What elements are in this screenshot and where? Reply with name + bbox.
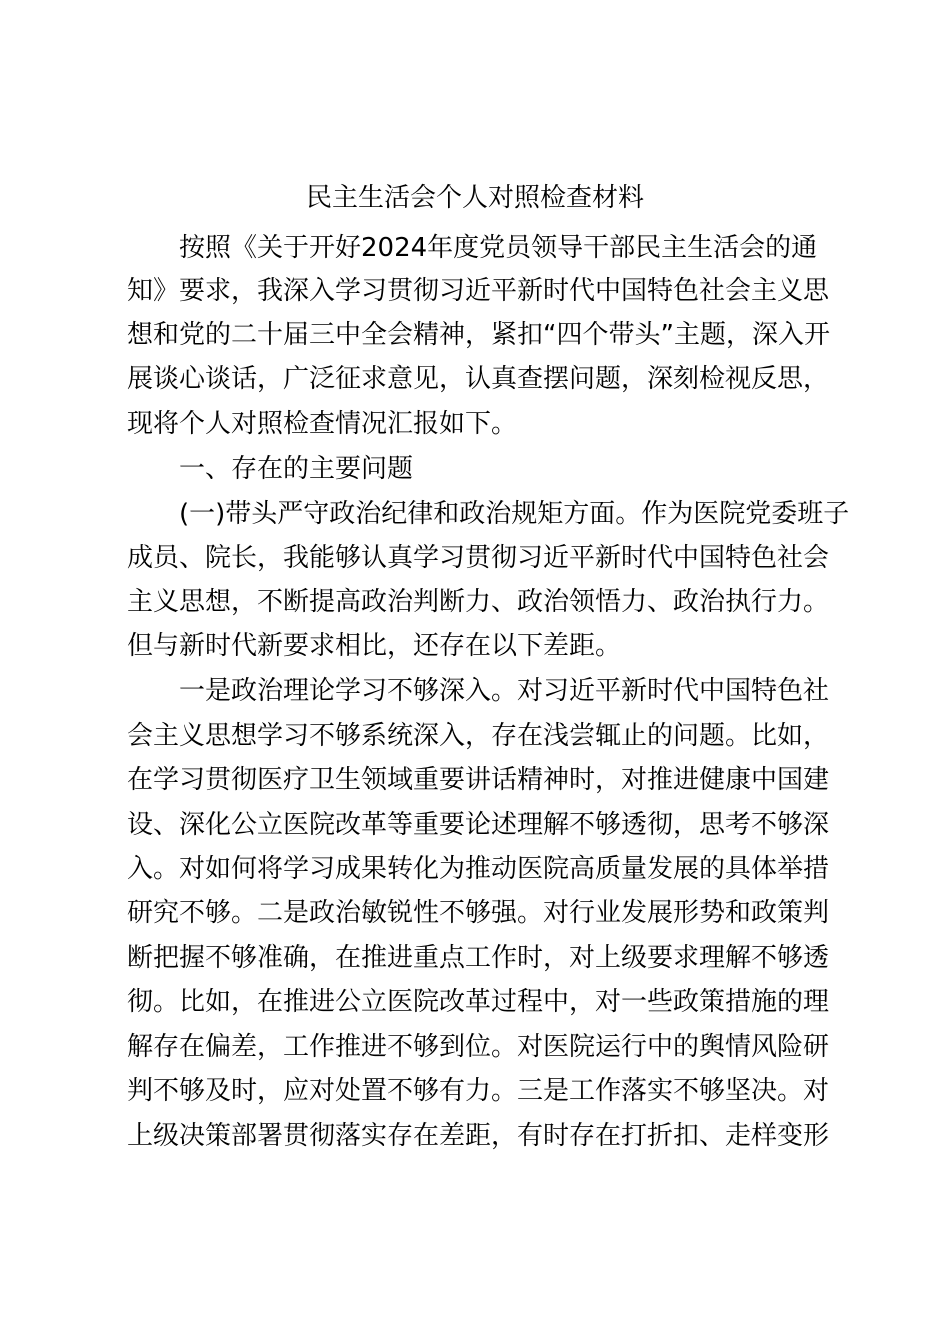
paragraph-line: 现将个人对照检查情况汇报如下。 [127, 409, 518, 439]
paragraph-line: 主义思想，不断提高政治判断力、政治领悟力、政治执行力。 [127, 587, 830, 617]
section-heading: 一、存在的主要问题 [179, 454, 414, 484]
paragraph-line: 设、深化公立医院改革等重要论述理解不够透彻，思考不够深 [127, 810, 830, 840]
paragraph-line: 研究不够。二是政治敏锐性不够强。对行业发展形势和政策判 [127, 898, 830, 928]
paragraph-line: 会主义思想学习不够系统深入，存在浅尝辄止的问题。比如， [127, 721, 830, 751]
paragraph-line: 入。对如何将学习成果转化为推动医院高质量发展的具体举措 [127, 854, 830, 884]
paragraph-line: 彻。比如，在推进公立医院改革过程中，对一些政策措施的理 [127, 987, 830, 1017]
paragraph-line: 一是政治理论学习不够深入。对习近平新时代中国特色社 [179, 676, 830, 706]
paragraph-line: 上级决策部署贯彻落实存在差距，有时存在打折扣、走样变形 [127, 1121, 830, 1151]
paragraph-line: 按照《关于开好2024年度党员领导干部民主生活会的通 [179, 233, 818, 263]
paragraph-line: 展谈心谈话，广泛征求意见，认真查摆问题，深刻检视反思， [127, 364, 830, 394]
paragraph-line: 断把握不够准确，在推进重点工作时，对上级要求理解不够透 [127, 943, 830, 973]
paragraph-line: 判不够及时，应对处置不够有力。三是工作落实不够坚决。对 [127, 1076, 830, 1106]
paragraph-line: 想和党的二十届三中全会精神，紧扣“四个带头”主题，深入开 [127, 320, 830, 350]
paragraph-line: 知》要求，我深入学习贯彻习近平新时代中国特色社会主义思 [127, 276, 830, 306]
paragraph-line: 解存在偏差，工作推进不够到位。对医院运行中的舆情风险研 [127, 1032, 830, 1062]
paragraph-line: (一)带头严守政治纪律和政治规矩方面。作为医院党委班子 [179, 499, 850, 529]
paragraph-line: 成员、院长，我能够认真学习贯彻习近平新时代中国特色社会 [127, 543, 830, 573]
paragraph-line: 在学习贯彻医疗卫生领域重要讲话精神时，对推进健康中国建 [127, 765, 830, 795]
document-title: 民主生活会个人对照检查材料 [305, 183, 644, 213]
paragraph-line: 但与新时代新要求相比，还存在以下差距。 [127, 631, 622, 661]
